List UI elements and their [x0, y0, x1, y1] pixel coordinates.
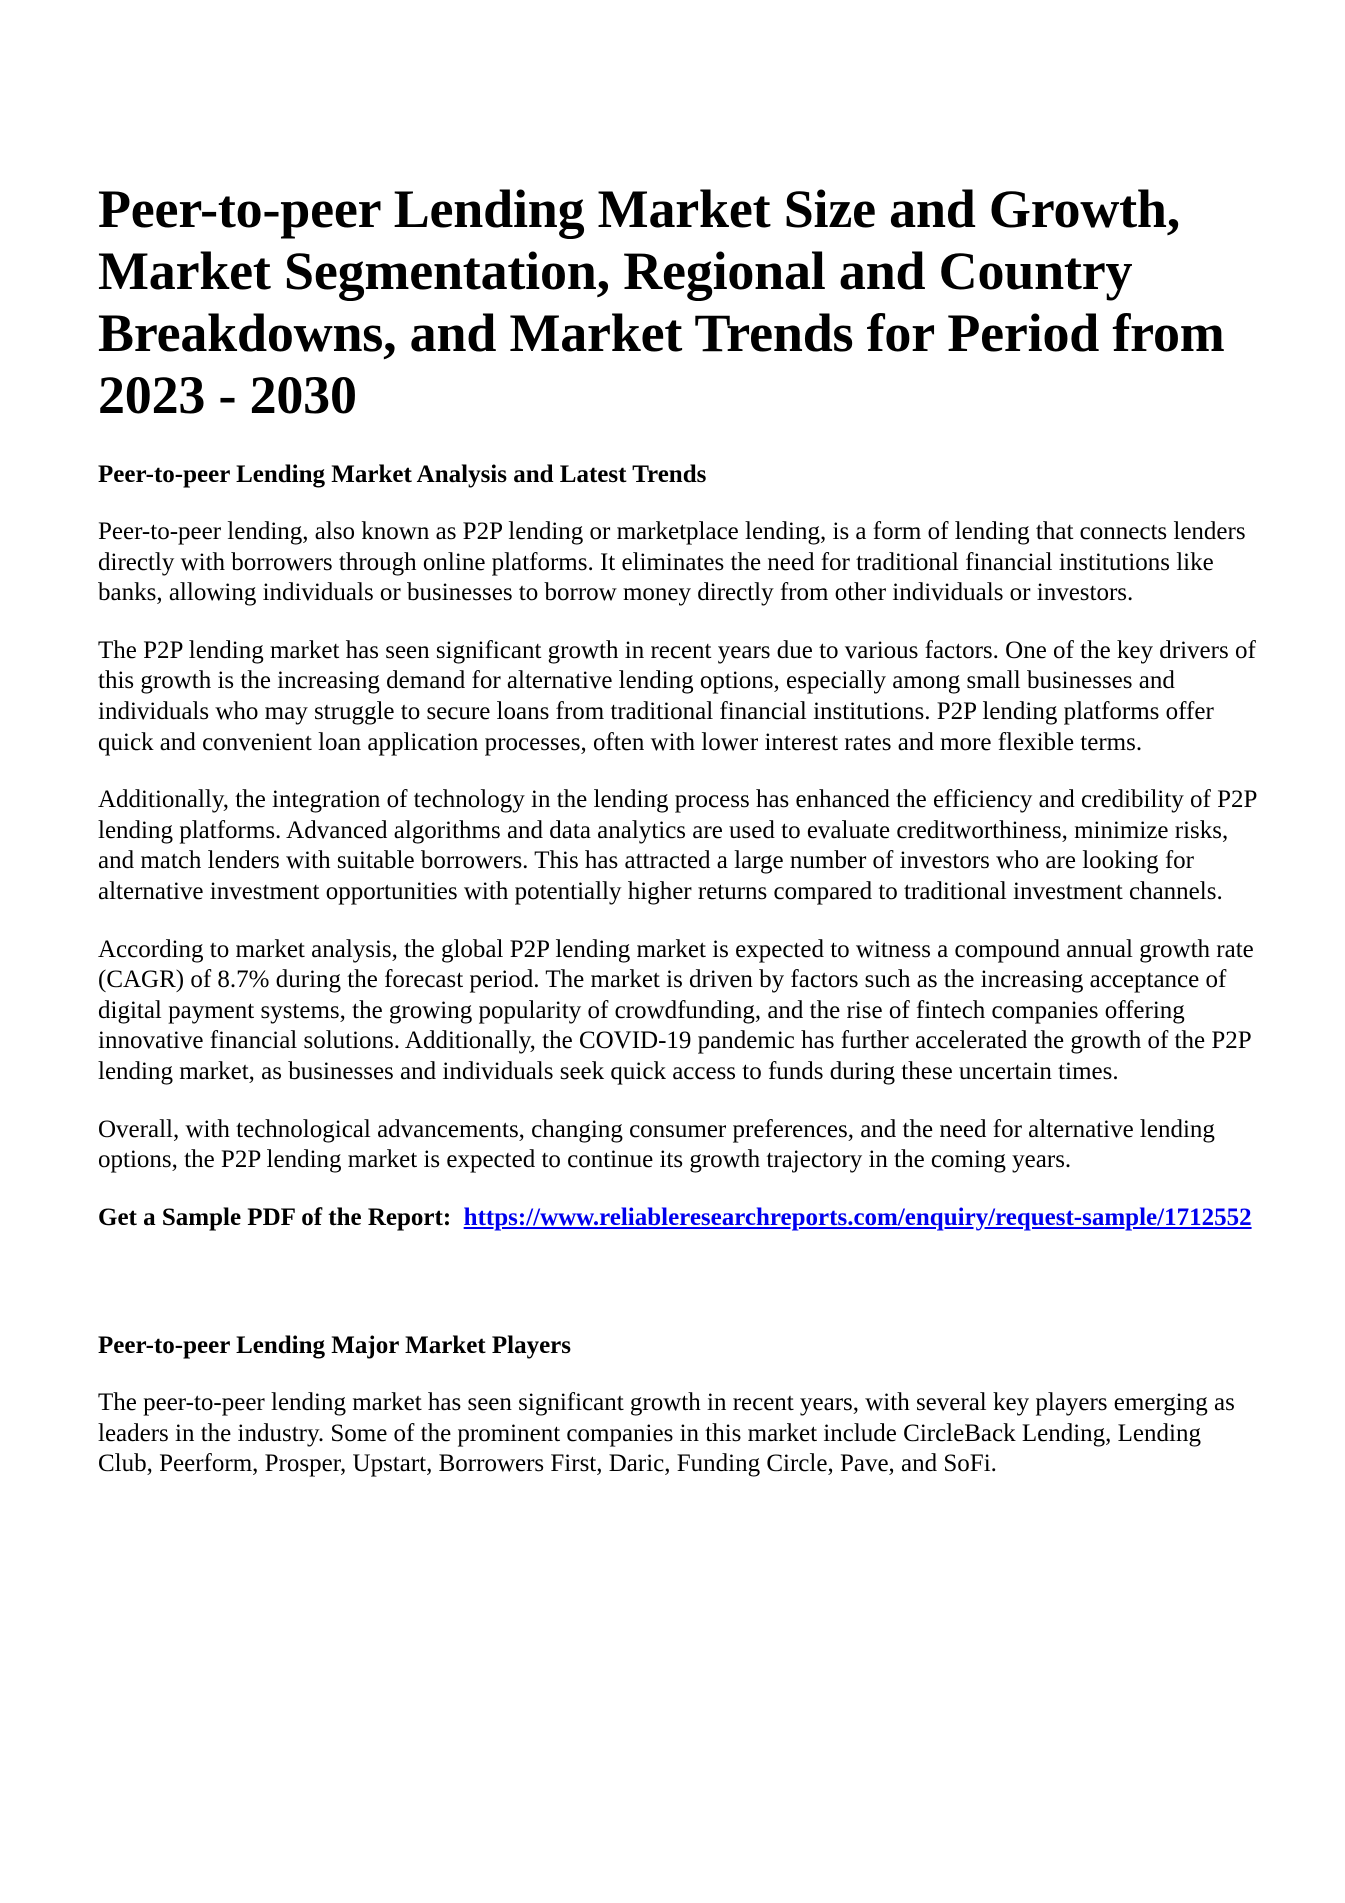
analysis-section — [98, 460, 1258, 1176]
sample-pdf-line — [98, 1203, 1258, 1234]
document-title: Peer-to-peer Lending Market Size and Growth, Market Segmentation, Regional and Country Breakdowns, and Market Trends for Period from 2023 - 2030 — [98, 179, 1225, 425]
sample-pdf-label: Get a Sample PDF of the Report: — [98, 1203, 452, 1231]
sample-pdf-link[interactable]: https://www.reliableresearchreports.com/enquiry/request-sample/1712552 — [463, 1203, 1252, 1231]
analysis-paragraph-2: The P2P lending market has seen significant growth in recent years due to various factors. One of the key drivers of this growth is the increasing demand for alternative lending options, especially among small businesses and individuals who may struggle to secure loans from traditional financial institutions. P2P lending platforms offer quick and convenient loan application processes, often with lower interest rates and more flexible terms. — [98, 636, 1256, 756]
analysis-paragraph-4: According to market analysis, the global P2P lending market is expected to witness a compound annual growth rate (CAGR) of 8.7% during the forecast period. The market is driven by factors such as the increasing acceptance of digital payment systems, the growing popularity of crowdfunding, and the rise of fintech companies offering innovative financial solutions. Additionally, the COVID-19 pandemic has further accelerated the growth of the P2P lending market, as businesses and individuals seek quick access to funds during these uncertain times. — [98, 935, 1254, 1085]
analysis-paragraph-1: Peer-to-peer lending, also known as P2P lending or marketplace lending, is a form of lending that connects lenders directly with borrowers through online platforms. It eliminates the need for traditional financial institutions like banks, allowing individuals or businesses to borrow money directly from other individuals or investors. — [98, 518, 1246, 607]
document-page — [98, 178, 1258, 1507]
players-paragraph-1: The peer-to-peer lending market has seen significant growth in recent years, with several key players emerging as leaders in the industry. Some of the prominent companies in this market include CircleBack Lending, Lending Club, Peerform, Prosper, Upstart, Borrowers First, Daric, Funding Circle, Pave, and SoFi. — [98, 1389, 1235, 1478]
analysis-paragraph-5: Overall, with technological advancements, changing consumer preferences, and the need for alternative lending options, the P2P lending market is expected to continue its growth trajectory in the coming years. — [98, 1115, 1215, 1174]
analysis-heading: Peer-to-peer Lending Market Analysis and Latest Trends — [98, 461, 707, 488]
players-section — [98, 1331, 1258, 1480]
analysis-paragraph-3: Additionally, the integration of technology in the lending process has enhanced the efficiency and credibility of P2P lending platforms. Advanced algorithms and data analytics are used to evaluate creditworthiness, minimize risks, and match lenders with suitable borrowers. This has attracted a large number of investors who are looking for alternative investment opportunities with potentially higher returns compared to traditional investment channels. — [98, 786, 1257, 905]
players-heading: Peer-to-peer Lending Major Market Players — [98, 1332, 571, 1360]
